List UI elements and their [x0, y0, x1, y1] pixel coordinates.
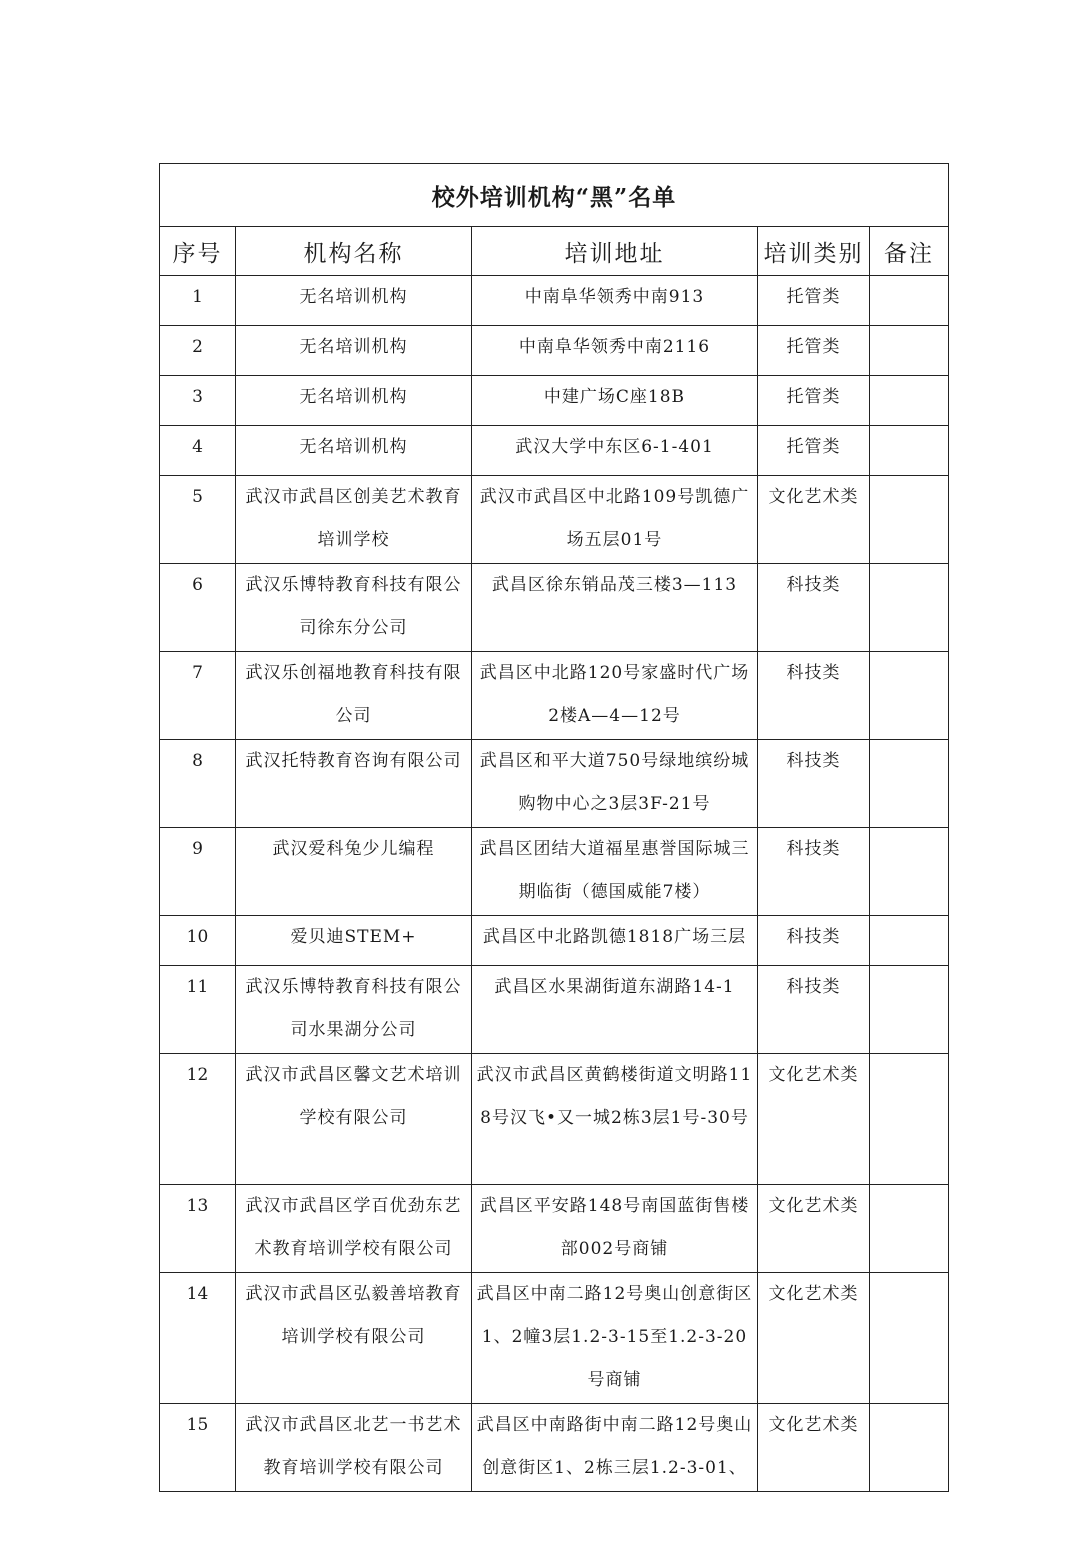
row-index: 5 [160, 476, 236, 564]
row-name: 武汉市武昌区创美艺术教育培训学校 [236, 476, 472, 564]
row-index: 15 [160, 1404, 236, 1492]
row-address: 武昌区团结大道福星惠誉国际城三期临街（德国威能7楼） [472, 828, 758, 916]
row-remark [870, 1054, 949, 1185]
row-index: 9 [160, 828, 236, 916]
row-index: 14 [160, 1273, 236, 1404]
table-row [160, 1404, 949, 1492]
row-name: 武汉托特教育咨询有限公司 [236, 740, 472, 828]
row-remark [870, 966, 949, 1054]
header-index: 序号 [160, 227, 236, 276]
row-category: 文化艺术类 [758, 1404, 870, 1492]
row-name: 无名培训机构 [236, 426, 472, 476]
row-address: 武汉市武昌区黄鹤楼街道文明路118号汉飞•又一城2栋3层1号-30号 [472, 1054, 758, 1185]
header-address: 培训地址 [472, 227, 758, 276]
table-row [160, 476, 949, 564]
header-name: 机构名称 [236, 227, 472, 276]
row-address: 武昌区中北路120号家盛时代广场2楼A—4—12号 [472, 652, 758, 740]
row-name: 武汉市武昌区学百优劲东艺术教育培训学校有限公司 [236, 1185, 472, 1273]
table-row [160, 376, 949, 426]
row-name: 武汉市武昌区弘毅善培教育培训学校有限公司 [236, 1273, 472, 1404]
row-address: 中南阜华领秀中南913 [472, 276, 758, 326]
table-row [160, 828, 949, 916]
row-name: 武汉爱科兔少儿编程 [236, 828, 472, 916]
row-category: 科技类 [758, 740, 870, 828]
row-remark [870, 1404, 949, 1492]
row-address: 武昌区中南二路12号奥山创意街区1、2幢3层1.2-3-15至1.2-3-20号商铺 [472, 1273, 758, 1404]
table-row [160, 326, 949, 376]
row-category: 科技类 [758, 828, 870, 916]
row-remark [870, 376, 949, 426]
row-address: 中建广场C座18B [472, 376, 758, 426]
table-row [160, 564, 949, 652]
row-category: 文化艺术类 [758, 1185, 870, 1273]
row-remark [870, 916, 949, 966]
row-name: 无名培训机构 [236, 326, 472, 376]
row-address: 武汉大学中东区6-1-401 [472, 426, 758, 476]
row-remark [870, 326, 949, 376]
table-row [160, 426, 949, 476]
table-row [160, 966, 949, 1054]
row-category: 科技类 [758, 564, 870, 652]
row-index: 11 [160, 966, 236, 1054]
row-category: 文化艺术类 [758, 1273, 870, 1404]
row-remark [870, 1185, 949, 1273]
row-index: 8 [160, 740, 236, 828]
row-index: 4 [160, 426, 236, 476]
table-row [160, 740, 949, 828]
row-category: 托管类 [758, 326, 870, 376]
table-row [160, 1185, 949, 1273]
row-name: 武汉市武昌区馨文艺术培训学校有限公司 [236, 1054, 472, 1185]
row-category: 托管类 [758, 426, 870, 476]
row-name: 无名培训机构 [236, 276, 472, 326]
row-address: 武昌区徐东销品茂三楼3—113 [472, 564, 758, 652]
row-name: 武汉乐创福地教育科技有限公司 [236, 652, 472, 740]
row-category: 文化艺术类 [758, 476, 870, 564]
row-name: 武汉市武昌区北艺一书艺术教育培训学校有限公司 [236, 1404, 472, 1492]
row-name: 武汉乐博特教育科技有限公司徐东分公司 [236, 564, 472, 652]
row-name: 爱贝迪STEM+ [236, 916, 472, 966]
row-address: 武汉市武昌区中北路109号凯德广场五层01号 [472, 476, 758, 564]
row-address: 武昌区平安路148号南国蓝街售楼部002号商铺 [472, 1185, 758, 1273]
row-remark [870, 828, 949, 916]
row-remark [870, 276, 949, 326]
row-remark [870, 426, 949, 476]
row-remark [870, 564, 949, 652]
table-title: 校外培训机构“黑”名单 [160, 164, 949, 227]
row-index: 2 [160, 326, 236, 376]
row-remark [870, 476, 949, 564]
header-remark: 备注 [870, 227, 949, 276]
row-name: 武汉乐博特教育科技有限公司水果湖分公司 [236, 966, 472, 1054]
row-address: 中南阜华领秀中南2116 [472, 326, 758, 376]
row-category: 科技类 [758, 966, 870, 1054]
row-index: 13 [160, 1185, 236, 1273]
header-row [160, 227, 949, 276]
row-category: 文化艺术类 [758, 1054, 870, 1185]
table-row [160, 276, 949, 326]
row-index: 3 [160, 376, 236, 426]
row-address: 武昌区中北路凯德1818广场三层 [472, 916, 758, 966]
row-address: 武昌区水果湖街道东湖路14-1 [472, 966, 758, 1054]
blacklist-table [159, 163, 949, 1492]
row-address: 武昌区中南路街中南二路12号奥山创意街区1、2栋三层1.2-3-01、 [472, 1404, 758, 1492]
row-index: 12 [160, 1054, 236, 1185]
table-row [160, 916, 949, 966]
row-address: 武昌区和平大道750号绿地缤纷城购物中心之3层3F-21号 [472, 740, 758, 828]
row-category: 托管类 [758, 276, 870, 326]
row-remark [870, 652, 949, 740]
row-index: 7 [160, 652, 236, 740]
row-name: 无名培训机构 [236, 376, 472, 426]
table-row [160, 1273, 949, 1404]
table-row [160, 1054, 949, 1185]
row-index: 6 [160, 564, 236, 652]
row-category: 科技类 [758, 916, 870, 966]
row-index: 10 [160, 916, 236, 966]
row-category: 科技类 [758, 652, 870, 740]
header-category: 培训类别 [758, 227, 870, 276]
row-category: 托管类 [758, 376, 870, 426]
table-row [160, 652, 949, 740]
row-remark [870, 1273, 949, 1404]
row-remark [870, 740, 949, 828]
row-index: 1 [160, 276, 236, 326]
